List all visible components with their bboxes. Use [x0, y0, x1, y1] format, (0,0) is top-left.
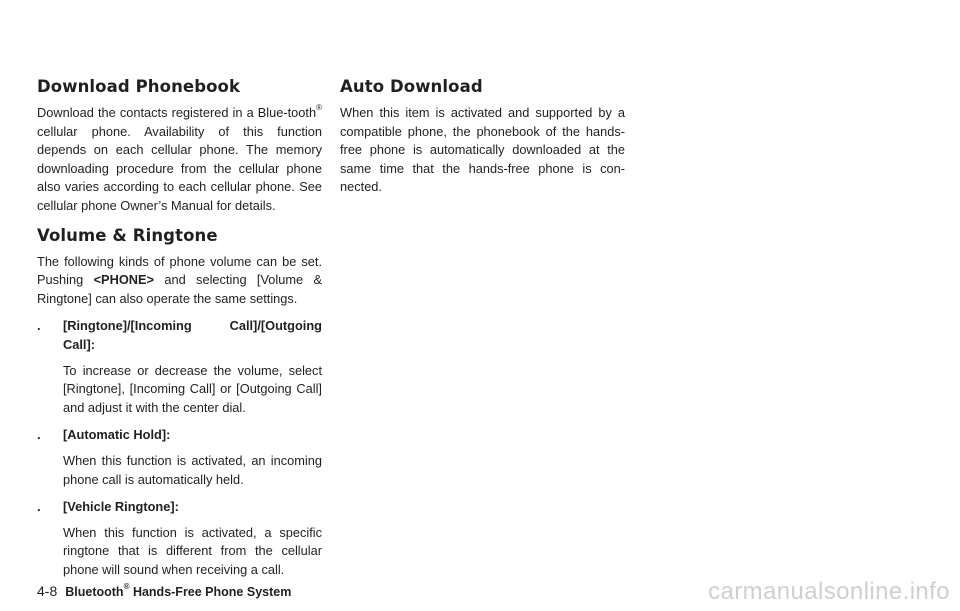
volume-intro-text-1: The following kinds of phone volume can be set. Pushing — [37, 253, 322, 288]
volume-intro-text-2: and selecting [Volume & Ringtone] can also operate the same settings. — [37, 272, 322, 306]
volume-ringtone-section — [37, 226, 322, 580]
auto-download-section — [340, 77, 625, 197]
registered-mark: ® — [316, 102, 322, 112]
bullet-term: [Ringtone]/[Incoming Call]/[Outgoing Call]: — [63, 318, 322, 352]
footer-title-text-2: Hands-Free Phone System — [129, 585, 292, 599]
volume-ringtone-intro — [37, 253, 322, 309]
bullet-marker: . — [37, 318, 41, 334]
bullet-marker: . — [37, 499, 41, 515]
watermark: carmanualsonline.info — [708, 578, 950, 605]
bullet-description: To increase or decrease the volume, select [Ringtone], [Incoming Call] or [Outgoing Call] and adjust it with the center dial. — [63, 362, 322, 415]
bullet-term: [Automatic Hold]: — [63, 427, 171, 443]
left-column — [37, 77, 322, 579]
page-footer — [37, 580, 291, 603]
bullet-item-automatic-hold — [37, 426, 322, 489]
download-phonebook-paragraph — [37, 104, 322, 216]
page-number: 4-8 — [37, 583, 58, 599]
footer-title — [65, 581, 292, 599]
footer-registered-mark: ® — [123, 581, 130, 591]
auto-download-paragraph: When this item is activated and supported by a compatible phone, the phonebook of the hands-free phone is automatically downloaded at the same time that the hands-free phone is con-nected. — [340, 105, 625, 195]
download-phonebook-text-1: Download the contacts registered in a Blue-tooth — [37, 105, 317, 120]
volume-ringtone-heading: Volume & Ringtone — [37, 225, 218, 245]
right-column — [340, 77, 625, 197]
download-phonebook-heading: Download Phonebook — [37, 77, 241, 96]
download-phonebook-text-2: cellular phone. Availability of this function depends on each cellular phone. The memory downloading procedure from the cellular phone also varies according to each cellular phone. See cellular phone Owner’s Manual for details. — [37, 123, 322, 213]
bullet-description: When this function is activated, a specific ringtone that is different from the cellular phone will sound when receiving a call. — [63, 524, 322, 577]
bullet-item-vehicle-ringtone — [37, 498, 322, 579]
phone-key-label: <PHONE> — [93, 272, 155, 288]
download-phonebook-section — [37, 77, 322, 216]
bullet-description: When this function is activated, an incoming phone call is automatically held. — [63, 452, 322, 487]
bullet-item-ringtone-calls — [37, 317, 322, 417]
bullet-term: [Vehicle Ringtone]: — [63, 499, 179, 515]
bullet-marker: . — [37, 427, 41, 443]
auto-download-heading: Auto Download — [340, 77, 483, 96]
footer-title-text-1: Bluetooth — [65, 585, 124, 599]
